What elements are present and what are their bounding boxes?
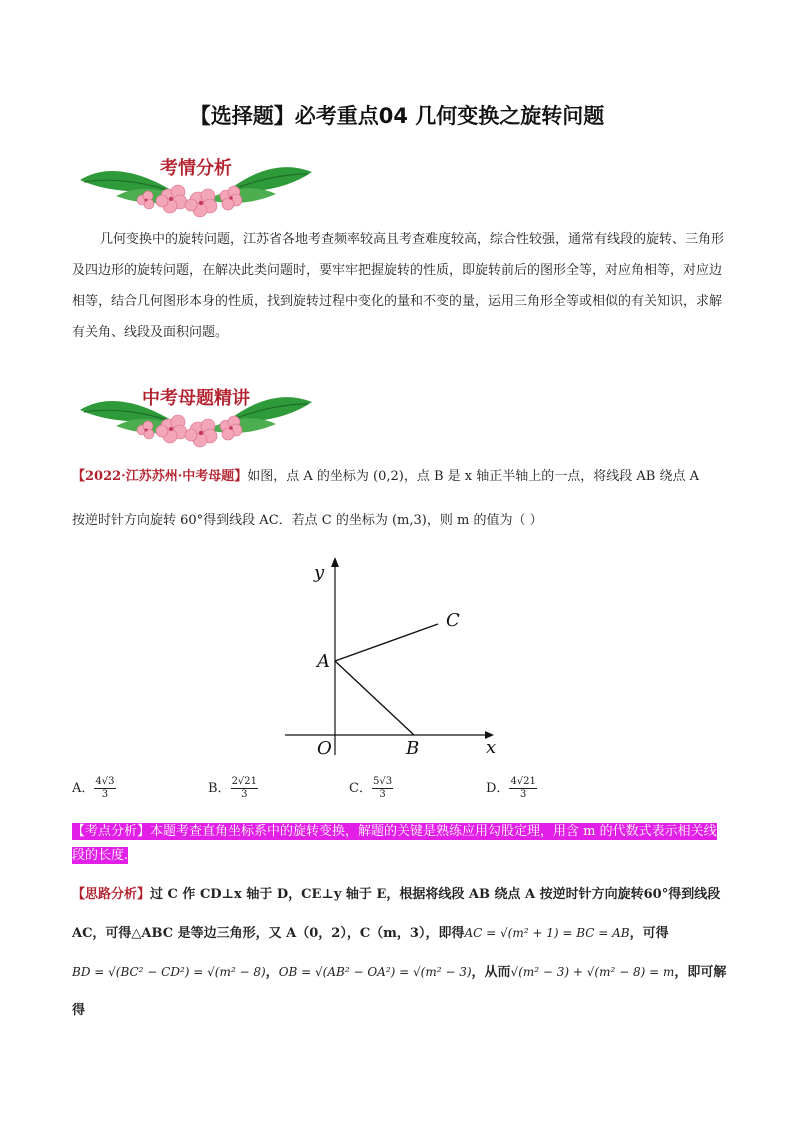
question-line-2: 按逆时针方向旋转 60°得到线段 AC．若点 C 的坐标为 (m,3)，则 m 的值为（ ） <box>72 513 543 528</box>
fraction-numerator: 4√3 <box>95 776 115 787</box>
intro-text: 几何变换中的旋转问题，江苏省各地考查频率较高且考查难度较高，综合性较强，通常有线段的旋转、三角形及四边形的旋转问题，在解决此类问题时，要牢牢把握旋转的性质，即旋转前后的图形全等，对应角相等，对应边相等，结合几何图形本身的性质，找到旋转过程中变化的量和不变的量，运用三角形全等或相似的有关知识，求解有关角、线段及面积问题。 <box>72 232 725 340</box>
point-b-label: B <box>406 738 420 759</box>
point-c-label: C <box>446 610 460 631</box>
option-d[interactable] <box>486 776 537 801</box>
kaodian-text: 【考点分析】本题考查直角坐标系中的旋转变换，解题的关键是熟练应用勾股定理，用含 m 的代数式表示相关线段的长度. <box>72 824 717 863</box>
option-fraction <box>94 776 115 801</box>
point-a-label: A <box>317 651 330 672</box>
option-fraction <box>372 776 393 801</box>
silu-line-3-mid: ，从而 <box>471 965 511 980</box>
origin-label: O <box>317 738 332 759</box>
question-line-1: 如图，点 A 的坐标为 (0,2)，点 B 是 x 轴正半轴上的一点，将线段 AB 绕点 A <box>247 469 699 484</box>
section-banner-analysis <box>76 150 316 218</box>
formula-ac: AC = √(m² + 1) = BC = AB <box>464 926 630 940</box>
formula-ob: OB = √(AB² − OA²) = √(m² − 3) <box>278 965 472 979</box>
silu-line-1: 过 C 作 CD⊥x 轴于 D，CE⊥y 轴于 E，根据将线段 AB 绕点 A 按逆时针方向旋转60°得到线段 <box>150 887 721 902</box>
option-fraction <box>231 776 258 801</box>
fraction-numerator: 2√21 <box>231 776 258 787</box>
question-source: 【2022·江苏苏州·中考母题】 <box>72 469 248 484</box>
section-banner-mother <box>76 380 316 448</box>
option-a[interactable] <box>72 776 116 801</box>
coordinate-figure <box>280 555 510 760</box>
question-block <box>72 462 732 536</box>
y-axis-arrow-icon <box>331 557 339 567</box>
fraction-numerator: 5√3 <box>372 776 393 787</box>
y-axis-label: y <box>314 562 325 583</box>
silu-line-2-end: ，可得 <box>629 926 669 941</box>
segment-ac <box>335 624 438 661</box>
intro-paragraph <box>72 224 724 348</box>
silu-label: 【思路分析】 <box>72 887 151 902</box>
option-b[interactable] <box>208 776 258 801</box>
section-label: 考情分析 <box>160 158 232 179</box>
section-label: 中考母题精讲 <box>142 388 250 409</box>
separator: ， <box>265 965 279 980</box>
silu-line-3-end: ，即可解得 <box>72 965 727 1018</box>
silu-analysis <box>72 876 732 1030</box>
fraction-denominator: 3 <box>241 789 248 800</box>
fraction-denominator: 3 <box>379 789 386 800</box>
option-letter: C． <box>349 781 372 796</box>
option-letter: B． <box>208 781 231 796</box>
kaodian-analysis <box>72 820 724 868</box>
silu-line-2: AC，可得△ABC 是等边三角形，又 A（0，2），C（m，3），即得 <box>72 926 465 941</box>
page-title: 【选择题】必考重点04 几何变换之旋转问题 <box>189 104 605 128</box>
x-axis-label: x <box>486 737 497 758</box>
formula-equation: √(m² − 3) + √(m² − 8) = m <box>510 965 675 979</box>
option-letter: A． <box>72 781 95 796</box>
option-letter: D． <box>486 781 510 796</box>
option-c[interactable] <box>349 776 393 801</box>
formula-bd: BD = √(BC² − CD²) = √(m² − 8) <box>72 965 266 979</box>
fraction-numerator: 4√21 <box>510 776 536 787</box>
fraction-denominator: 3 <box>101 789 109 800</box>
fraction-denominator: 3 <box>519 789 527 800</box>
option-fraction <box>509 776 536 801</box>
segment-ab <box>335 661 414 735</box>
